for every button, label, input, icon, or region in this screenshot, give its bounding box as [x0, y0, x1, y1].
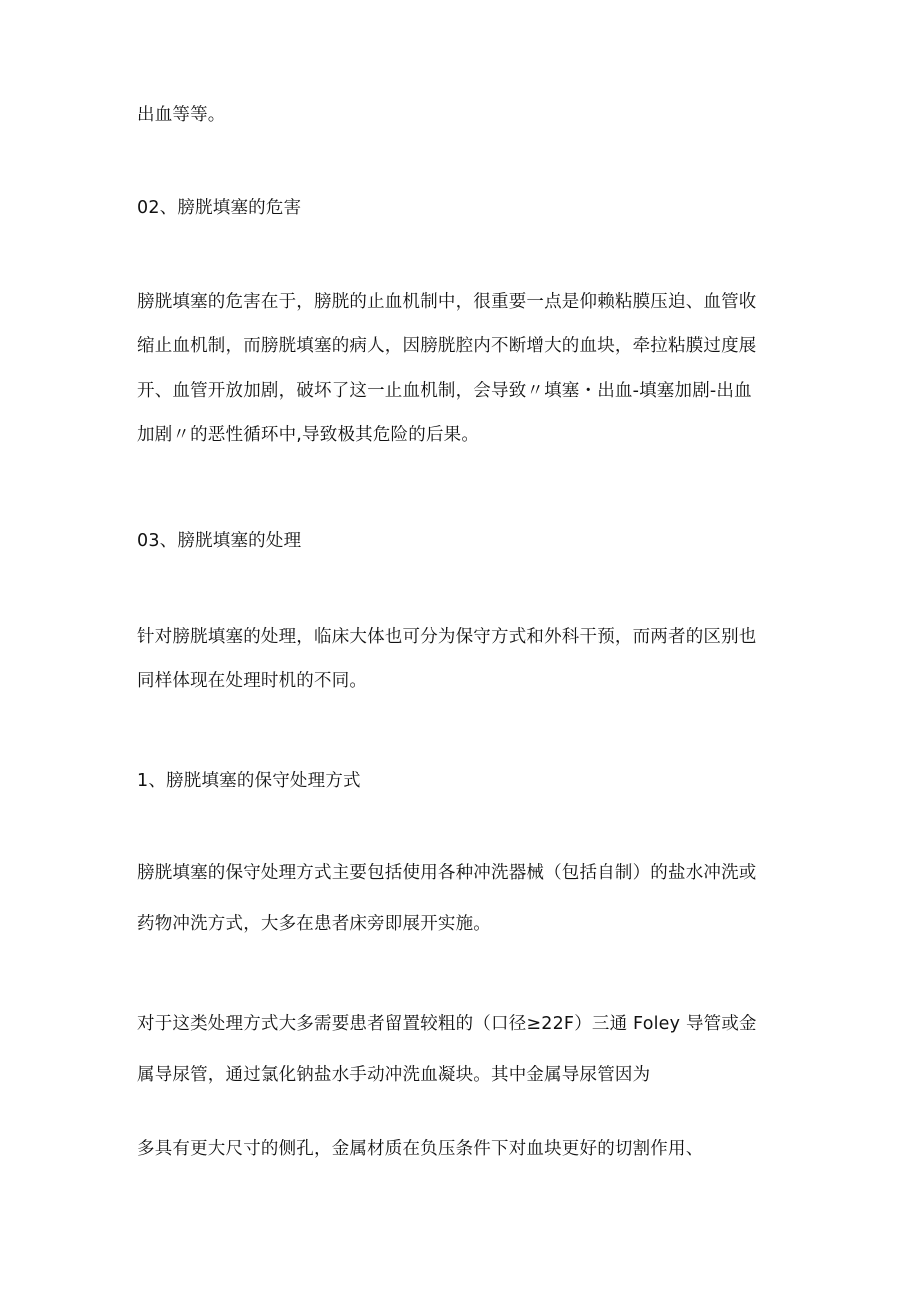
- section-heading-03: 03、膀胱填塞的处理: [137, 531, 302, 551]
- paragraph-line-9: 同样体现在处理时机的不同。: [137, 671, 368, 691]
- paragraph-line-5: 开、血管开放加剧，破坏了这一止血机制，会导致〃填塞・出血-填塞加剧-出血: [137, 381, 752, 401]
- paragraph-line-12: 药物冲洗方式，大多在患者床旁即展开实施。: [137, 914, 491, 934]
- section-heading-02: 02、膀胱填塞的危害: [137, 198, 302, 218]
- paragraph-line-3: 膀胱填塞的危害在于，膀胱的止血机制中，很重要一点是仰赖粘膜压迫、血管收: [137, 292, 757, 312]
- paragraph-line-11: 膀胱填塞的保守处理方式主要包括使用各种冲洗器械（包括自制）的盐水冲洗或: [137, 863, 757, 883]
- subsection-heading-1: 1、膀胱填塞的保守处理方式: [137, 771, 361, 791]
- paragraph-line-13: 对于这类处理方式大多需要患者留置较粗的（口径≥22F）三通 Foley 导管或金: [137, 1014, 757, 1034]
- paragraph-line-1: 出血等等。: [137, 105, 226, 125]
- paragraph-line-15: 多具有更大尺寸的侧孔，金属材质在负压条件下对血块更好的切割作用、: [137, 1139, 704, 1159]
- paragraph-line-4: 缩止血机制，而膀胱填塞的病人，因膀胱腔内不断增大的血块，牵拉粘膜过度展: [137, 336, 757, 356]
- paragraph-line-8: 针对膀胱填塞的处理，临床大体也可分为保守方式和外科干预，而两者的区别也: [137, 627, 757, 647]
- paragraph-line-6: 加剧〃的恶性循环中,导致极其危险的后果。: [137, 425, 480, 445]
- paragraph-line-14: 属导尿管，通过氯化钠盐水手动冲洗血凝块。其中金属导尿管因为: [137, 1065, 651, 1085]
